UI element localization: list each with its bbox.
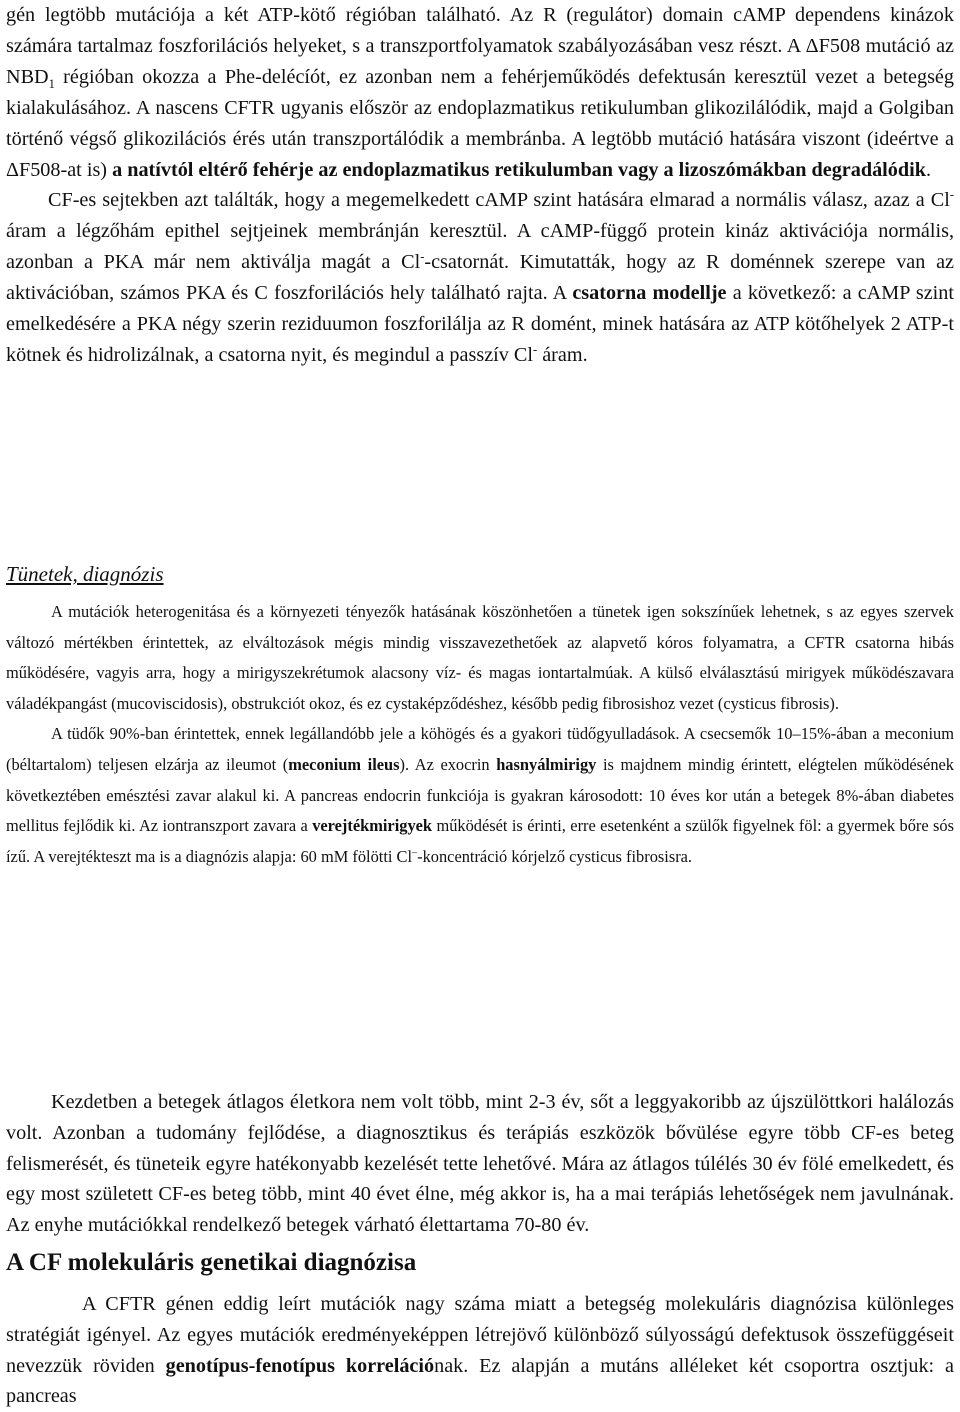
text-run: nak. Ez alapján a mutáns alléleket két csoportra osztjuk: a pancreas xyxy=(6,1354,954,1408)
bold-phrase: verejtékmirigyek xyxy=(312,816,433,836)
paragraph-symptoms xyxy=(6,597,954,872)
text-run: -koncentráció kórjelző cysticus fibrosisra. xyxy=(417,846,693,866)
section-heading-symptoms: Tünetek, diagnózis xyxy=(6,562,164,586)
text-run: A CFTR génen eddig leírt mutációk nagy száma miatt a betegség molekuláris diagnózisa különleges stratégiát igényel. Az egyes mutációk eredményeképpen létrejövő különböző súlyosságú defektusok összefüggéseit nevezzük röviden xyxy=(6,1293,954,1377)
text-run: F508-at is) xyxy=(18,158,113,181)
delta-symbol: Δ xyxy=(6,158,19,181)
text-run: áram a légzőhám epithel sejtjeinek membránján keresztül. A cAMP-függő protein kináz aktivációja normális, azonban a PKA már nem aktiválja magát a Cl xyxy=(6,220,954,274)
text-run: működését is érinti, erre esetenként a szülők figyelnek föl: a gyermek bőre sós ízű. A verejtékteszt ma is a diagnózis alapja: 60 mM fölötti Cl xyxy=(6,816,954,866)
text-run: ). Az exocrin xyxy=(399,754,497,774)
superscript: - xyxy=(420,249,425,264)
superscript: - xyxy=(533,342,538,357)
delta-symbol: Δ xyxy=(805,34,819,57)
bold-phrase: csatorna modellje xyxy=(572,282,727,305)
text-run: is majdnem mindig érintett, elégtelen működésének következtében emésztési zavar alakul ki. A pancreas endocrin funkciója is gyakran károsodott: 10 éves kor után a betegek 8%-ában diabetes mellitus fejlődik ki. Az iontranszport zavara a xyxy=(6,754,954,836)
text-run: . xyxy=(925,158,931,181)
bold-phrase: genotípus-fenotípus korreláció xyxy=(165,1354,435,1377)
text-run: CF-es sejtekben azt találták, hogy a megemelkedett cAMP szint hatására elmarad a normális válasz, azaz a Cl xyxy=(48,189,950,212)
text-run: A tüdők 90%-ban érintettek, ennek legállandóbb jele a köhögés és a gyakori tüdőgyulladások. A csecsemők 10–15%-ában a meconium (béltartalom) teljesen elzárja az ileumot ( xyxy=(6,724,954,774)
text-run: a következő: a cAMP szint emelkedésére a PKA négy szerin reziduumon foszforilálja az R domént, minek hatására az ATP kötőhelyek 2 ATP-t kötnek és hidrolizálnak, a csatorna nyit, és megindul a passzív Cl xyxy=(6,282,954,366)
text-run: gén legtöbb mutációja a két ATP-kötő régióban található. Az R (regulátor) domain cAMP dependens kinázok számára tartalmaz foszforilációs helyeket, s a transzportfolyamatok szabályozásában vesz részt. A xyxy=(6,4,954,57)
text-run: -csatornát. Kimutatták, hogy az R doménnek szerepe van az aktivációban, számos PKA és C foszforilációs hely található rajta. A xyxy=(6,251,954,305)
paragraph-cftr-function xyxy=(6,0,954,371)
bold-phrase: a natívtól eltérő fehérje az endoplazmatikus retikulumban vagy a lizoszómákban degradálódik xyxy=(112,158,926,181)
bold-phrase: meconium ileus xyxy=(288,754,400,774)
text-run: áram. xyxy=(537,343,588,366)
bold-phrase: hasnyálmirigy xyxy=(496,754,597,774)
superscript: – xyxy=(412,847,418,859)
paragraph-life-expectancy xyxy=(6,1087,954,1241)
superscript: - xyxy=(949,187,954,202)
text-run: Kezdetben a betegek átlagos életkora nem volt több, mint 2-3 év, sőt a leggyakoribb az újszülöttkori halálozás volt. Azonban a tudomány fejlődése, a diagnosztikus és terápiás eszközök bővülése egyre több CF-es beteg felismerését, és tüneteik egyre hatékonyabb kezelését tette lehetővé. Mára az átlagos túlélés 30 év fölé emelkedett, és egy most született CF-es beteg több, mint 40 évet élne, még akkor is, ha a mai terápiás lehetőségek nem javulnának. Az enyhe mutációkkal rendelkező betegek várható élettartama 70-80 év. xyxy=(6,1091,954,1237)
subscript: 1 xyxy=(48,76,55,91)
text-run: A mutációk heterogenitása és a környezeti tényezők hatásának köszönhetően a tünetek igen sokszínűek lehetnek, s az egyes szervek változó mértékben érintettek, az elváltozások mégis mindig visszavezethetőek az alapvető kóros folyamatra, a CFTR csatorna hibás működésére, vagyis arra, hogy a mirigyszekrétumok alacsony víz- és magas iontartalmúak. A külső elválasztású mirigyek működészavara váladékpangást (mucoviscidosis), obstrukciót okoz, és ez cystaképződéshez, később pedig fibrosishoz vezet (cysticus fibrosis). xyxy=(6,602,954,713)
paragraph-molecular-diagnosis xyxy=(6,1289,954,1412)
section-heading-molecular-diagnosis: A CF molekuláris genetikai diagnózisa xyxy=(6,1249,417,1276)
text-run: régióban okozza a Phe-delécíót, ez azonban nem a fehérjeműködés defektusán keresztül vezet a betegség kialakulásához. A nascens CFTR ugyanis először az endoplazmatikus retikulumban glikozilálódik, majd a Golgiban történő végső glikozilációs érés után transzportálódik a membránba. A legtöbb mutáció hatására viszont (ideértve a xyxy=(6,65,954,150)
text-run: F508 mutáció az NBD xyxy=(6,34,954,88)
